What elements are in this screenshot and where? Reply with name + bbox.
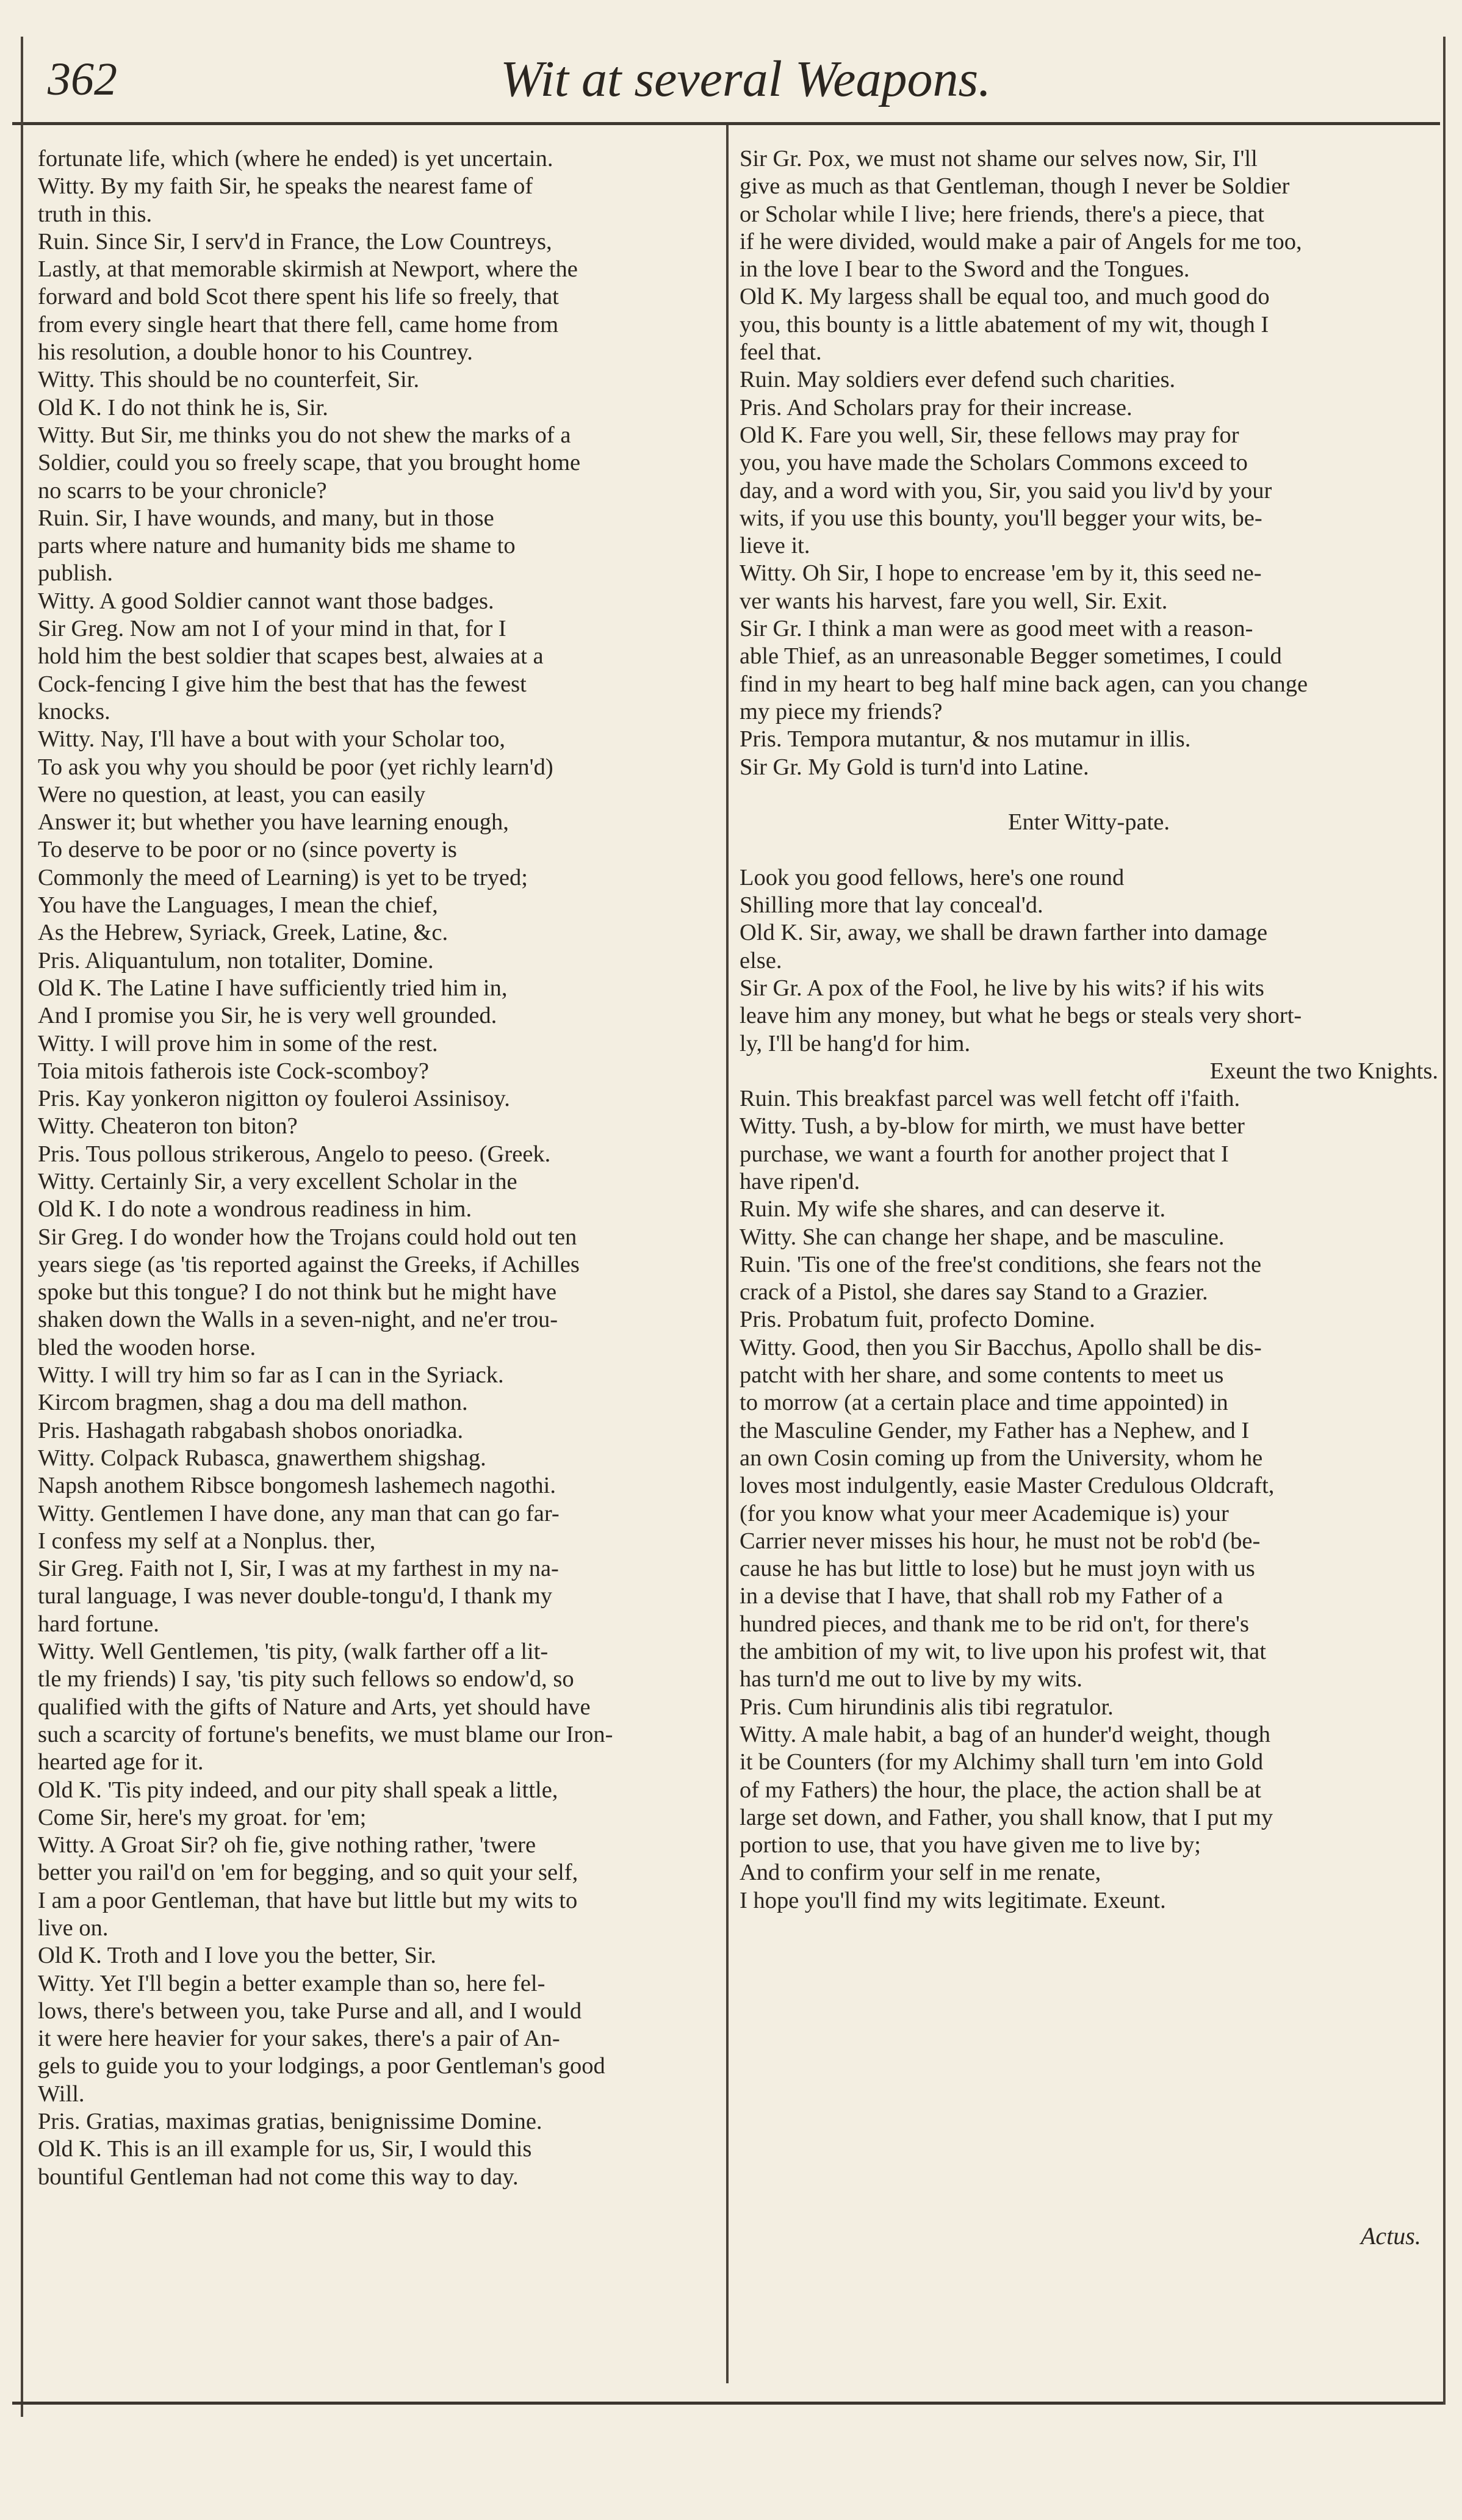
text-line: Ruin. Since Sir, I serv'd in France, the Low Countreys, xyxy=(38,228,552,255)
text-line: such a scarcity of fortune's benefits, we must blame our Iron- xyxy=(38,1721,613,1747)
text-line: lows, there's between you, take Purse and all, and I would xyxy=(38,1998,582,2024)
text-line: Ruin. 'Tis one of the free'st conditions, she fears not the xyxy=(740,1251,1262,1277)
text-line: Witty. She can change her shape, and be masculine. xyxy=(740,1224,1225,1250)
text-line: lieve it. xyxy=(740,533,810,559)
text-line: And to confirm your self in me renate, xyxy=(740,1860,1101,1886)
text-line: To deserve to be poor or no (since poverty is xyxy=(38,837,457,863)
text-line: you, this bounty is a little abatement of my wit, though I xyxy=(740,311,1269,338)
text-line: Come Sir, here's my groat. for 'em; xyxy=(38,1804,367,1830)
text-line: patcht with her share, and some contents to meet us xyxy=(740,1362,1224,1388)
text-line: an own Cosin coming up from the University, whom he xyxy=(740,1445,1263,1471)
text-line: publish. xyxy=(38,560,113,587)
text-line: Look you good fellows, here's one round xyxy=(740,864,1125,890)
text-line: Shilling more that lay conceal'd. xyxy=(740,892,1043,919)
text-line: knocks. xyxy=(38,698,110,724)
text-line: Ruin. This breakfast parcel was well fetcht off i'faith. xyxy=(740,1086,1241,1112)
text-line: Ruin. My wife she shares, and can deserve it. xyxy=(740,1196,1166,1222)
text-line: better you rail'd on 'em for begging, and so quit your self, xyxy=(38,1860,578,1886)
right-border-rule xyxy=(1443,37,1446,2405)
text-line: Old K. Troth and I love you the better, Sir. xyxy=(38,1943,436,1969)
text-line: no scarrs to be your chronicle? xyxy=(38,477,327,504)
text-line: bountiful Gentleman had not come this way to day. xyxy=(38,2164,519,2190)
text-line: I am a poor Gentleman, that have but little but my wits to xyxy=(38,1887,578,1913)
text-line: live on. xyxy=(38,1915,109,1941)
text-line: has turn'd me out to live by my wits. xyxy=(740,1666,1082,1692)
text-line: And I promise you Sir, he is very well grounded. xyxy=(38,1003,497,1029)
text-line: Pris. Tous pollous strikerous, Angelo to peeso. (Greek. xyxy=(38,1141,551,1167)
text-line: to morrow (at a certain place and time appointed) in xyxy=(740,1390,1228,1416)
text-line: spoke but this tongue? I do not think but he might have xyxy=(38,1279,557,1305)
footer-rule xyxy=(12,2402,1443,2405)
text-line: it were here heavier for your sakes, there's a pair of An- xyxy=(38,2026,560,2052)
text-line: Witty. Yet I'll begin a better example than so, here fel- xyxy=(38,1970,546,1996)
text-line: hard fortune. xyxy=(38,1611,159,1637)
text-line: Sir Gr. Pox, we must not shame our selves now, Sir, I'll xyxy=(740,146,1258,171)
text-line: Witty. Well Gentlemen, 'tis pity, (walk farther off a lit- xyxy=(38,1639,549,1665)
text-line: it be Counters (for my Alchimy shall turn 'em into Gold xyxy=(740,1749,1264,1775)
text-line: his resolution, a double honor to his Countrey. xyxy=(38,339,473,366)
text-line: the Masculine Gender, my Father has a Nephew, and I xyxy=(740,1417,1250,1443)
text-line: Pris. Cum hirundinis alis tibi regratulor. xyxy=(740,1694,1114,1720)
text-line: in a devise that I have, that shall rob my Father of a xyxy=(740,1583,1223,1609)
text-line: else. xyxy=(740,947,782,973)
text-line: in the love I bear to the Sword and the Tongues. xyxy=(740,256,1190,283)
text-line: gels to guide you to your lodgings, a poor Gentleman's good xyxy=(38,2053,605,2079)
text-line: Pris. Hashagath rabgabash shobos onoriadka. xyxy=(38,1417,464,1443)
text-column-right xyxy=(740,145,1438,1915)
text-line: Sir Greg. Now am not I of your mind in that, for I xyxy=(38,616,506,642)
text-line: Old K. My largess shall be equal too, and much good do xyxy=(740,284,1270,310)
text-line: Witty. Gentlemen I have done, any man that can go far- xyxy=(38,1500,560,1526)
text-line: hold him the best soldier that scapes best, alwaies at a xyxy=(38,643,544,670)
text-line: Witty. Cheateron ton biton? xyxy=(38,1113,298,1139)
text-line: leave him any money, but what he begs or steals very short- xyxy=(740,1003,1302,1029)
text-line: Pris. Tempora mutantur, & nos mutamur in illis. xyxy=(740,726,1191,753)
text-line: Soldier, could you so freely scape, that you brought home xyxy=(38,450,581,476)
stage-direction: Enter Witty-pate. xyxy=(1007,809,1170,836)
text-line: Witty. A Groat Sir? oh fie, give nothing rather, 'twere xyxy=(38,1832,536,1858)
text-line: Sir Gr. A pox of the Fool, he live by his wits? if his wits xyxy=(740,975,1264,1001)
text-line: my piece my friends? xyxy=(740,698,943,724)
text-line: Sir Gr. My Gold is turn'd into Latine. xyxy=(740,754,1089,780)
text-line: Sir Greg. I do wonder how the Trojans could hold out ten xyxy=(38,1224,577,1250)
text-line: loves most indulgently, easie Master Credulous Oldcraft, xyxy=(740,1473,1275,1499)
text-line: Witty. Oh Sir, I hope to encrease 'em by it, this seed ne- xyxy=(740,560,1262,587)
text-line: Pris. And Scholars pray for their increase. xyxy=(740,394,1133,421)
text-line: forward and bold Scot there spent his life so freely, that xyxy=(38,284,559,310)
text-line: able Thief, as an unreasonable Begger sometimes, I could xyxy=(740,643,1282,670)
text-line: parts where nature and humanity bids me shame to xyxy=(38,533,516,559)
text-line: portion to use, that you have given me to live by; xyxy=(740,1832,1201,1858)
text-line: Old K. 'Tis pity indeed, and our pity shall speak a little, xyxy=(38,1777,558,1803)
text-line: Old K. I do note a wondrous readiness in him. xyxy=(38,1196,472,1222)
text-line: ly, I'll be hang'd for him. xyxy=(740,1030,971,1056)
text-line: Were no question, at least, you can easily xyxy=(38,781,426,807)
text-line: I confess my self at a Nonplus. ther, xyxy=(38,1528,376,1554)
text-line: from every single heart that there fell, came home from xyxy=(38,311,559,338)
text-line: Witty. By my faith Sir, he speaks the nearest fame of xyxy=(38,173,533,200)
text-line: ver wants his harvest, fare you well, Sir. Exit. xyxy=(740,588,1168,614)
text-line: if he were divided, would make a pair of Angels for me too, xyxy=(740,228,1302,255)
text-line: Sir Gr. I think a man were as good meet with a reason- xyxy=(740,616,1253,642)
text-line: cause he has but little to lose) but he must joyn with us xyxy=(740,1556,1255,1582)
text-line: hearted age for it. xyxy=(38,1749,204,1775)
text-line: Carrier never misses his hour, he must not be rob'd (be- xyxy=(740,1528,1261,1554)
text-line: or Scholar while I live; here friends, there's a piece, that xyxy=(740,201,1265,227)
text-line: Witty. I will prove him in some of the rest. xyxy=(38,1030,438,1056)
text-line: Kircom bragmen, shag a dou ma dell mathon. xyxy=(38,1390,468,1416)
text-line: Old K. This is an ill example for us, Sir, I would this xyxy=(38,2136,532,2162)
text-line: Pris. Probatum fuit, profecto Domine. xyxy=(740,1307,1095,1333)
text-line xyxy=(740,781,1438,809)
text-line: Pris. Kay yonkeron nigitton oy fouleroi Assinisoy. xyxy=(38,1086,510,1112)
text-line: Witty. I will try him so far as I can in the Syriack. xyxy=(38,1362,504,1388)
text-line: Cock-fencing I give him the best that has the fewest xyxy=(38,671,527,697)
text-line: truth in this. xyxy=(38,201,153,227)
text-line: wits, if you use this bounty, you'll begger your wits, be- xyxy=(740,505,1262,531)
text-line: Witty. Nay, I'll have a bout with your Scholar too, xyxy=(38,726,505,753)
text-line: large set down, and Father, you shall know, that I put my xyxy=(740,1804,1273,1830)
text-line: Ruin. Sir, I have wounds, and many, but in those xyxy=(38,505,494,531)
text-line: Pris. Gratias, maximas gratias, benignissime Domine. xyxy=(38,2109,542,2135)
text-line: Witty. Good, then you Sir Bacchus, Apollo shall be dis- xyxy=(740,1334,1262,1360)
text-line: Witty. A good Soldier cannot want those badges. xyxy=(38,588,494,614)
text-line: tural language, I was never double-tongu'd, I thank my xyxy=(38,1583,552,1609)
text-line: Old K. Sir, away, we shall be drawn farther into damage xyxy=(740,920,1268,946)
text-line: (for you know what your meer Academique is) your xyxy=(740,1500,1229,1526)
catchword: Actus. xyxy=(1361,2222,1421,2250)
text-line: Sir Greg. Faith not I, Sir, I was at my farthest in my na- xyxy=(38,1556,559,1582)
text-line: Commonly the meed of Learning) is yet to be tryed; xyxy=(38,864,528,890)
text-line: day, and a word with you, Sir, you said you liv'd by your xyxy=(740,477,1272,504)
left-border-rule xyxy=(21,37,23,2417)
text-line: of my Fathers) the hour, the place, the action shall be at xyxy=(740,1777,1261,1803)
text-line: Old K. The Latine I have sufficiently tried him in, xyxy=(38,975,508,1001)
text-line: Will. xyxy=(38,2081,85,2107)
text-line: Lastly, at that memorable skirmish at Newport, where the xyxy=(38,256,578,283)
running-title: Wit at several Weapons. xyxy=(500,51,992,107)
text-line: find in my heart to beg half mine back agen, can you change xyxy=(740,671,1308,697)
text-line: Witty. Tush, a by-blow for mirth, we must have better xyxy=(740,1113,1245,1139)
text-line: feel that. xyxy=(740,339,822,366)
text-line: give as much as that Gentleman, though I never be Soldier xyxy=(740,173,1290,200)
text-line: fortunate life, which (where he ended) is yet uncertain. xyxy=(38,146,553,171)
stage-direction: Exeunt the two Knights. xyxy=(1209,1058,1438,1084)
text-line: Napsh anothem Ribsce bongomesh lashemech nagothi. xyxy=(38,1473,556,1499)
text-line: You have the Languages, I mean the chief, xyxy=(38,892,438,919)
text-line: qualified with the gifts of Nature and Arts, yet should have xyxy=(38,1694,591,1720)
text-line: Witty. But Sir, me thinks you do not shew the marks of a xyxy=(38,422,571,448)
text-line: purchase, we want a fourth for another project that I xyxy=(740,1141,1229,1167)
text-line: shaken down the Walls in a seven-night, and ne'er trou- xyxy=(38,1307,558,1333)
text-line: Old K. I do not think he is, Sir. xyxy=(38,394,328,421)
page-number: 362 xyxy=(48,54,117,105)
text-line: years siege (as 'tis reported against the Greeks, if Achilles xyxy=(38,1251,580,1277)
text-line: Ruin. May soldiers ever defend such charities. xyxy=(740,367,1176,393)
text-line: crack of a Pistol, she dares say Stand to a Grazier. xyxy=(740,1279,1208,1305)
text-line: you, you have made the Scholars Commons exceed to xyxy=(740,450,1248,476)
text-column-left xyxy=(38,145,715,2191)
text-line: As the Hebrew, Syriack, Greek, Latine, &c. xyxy=(38,920,448,946)
text-line: I hope you'll find my wits legitimate. Exeunt. xyxy=(740,1887,1166,1913)
text-line: have ripen'd. xyxy=(740,1168,860,1194)
text-line: Toia mitois fatherois iste Cock-scomboy? xyxy=(38,1058,429,1084)
text-line: Answer it; but whether you have learning enough, xyxy=(38,809,509,836)
text-line: hundred pieces, and thank me to be rid on't, for there's xyxy=(740,1611,1249,1637)
text-line: Pris. Aliquantulum, non totaliter, Domine. xyxy=(38,947,434,973)
text-line: tle my friends) I say, 'tis pity such fellows so endow'd, so xyxy=(38,1666,574,1692)
text-line: To ask you why you should be poor (yet richly learn'd) xyxy=(38,754,553,780)
text-line: Witty. Certainly Sir, a very excellent Scholar in the xyxy=(38,1168,517,1194)
text-line: bled the wooden horse. xyxy=(38,1334,256,1360)
text-line: Witty. Colpack Rubasca, gnawerthem shigshag. xyxy=(38,1445,486,1471)
text-line: Old K. Fare you well, Sir, these fellows may pray for xyxy=(740,422,1239,448)
text-line: Witty. This should be no counterfeit, Sir. xyxy=(38,367,420,393)
text-line: the ambition of my wit, to live upon his profest wit, that xyxy=(740,1639,1266,1665)
text-line: Witty. A male habit, a bag of an hunder'd weight, though xyxy=(740,1721,1271,1747)
column-divider-rule xyxy=(726,125,729,2383)
text-line xyxy=(740,836,1438,864)
